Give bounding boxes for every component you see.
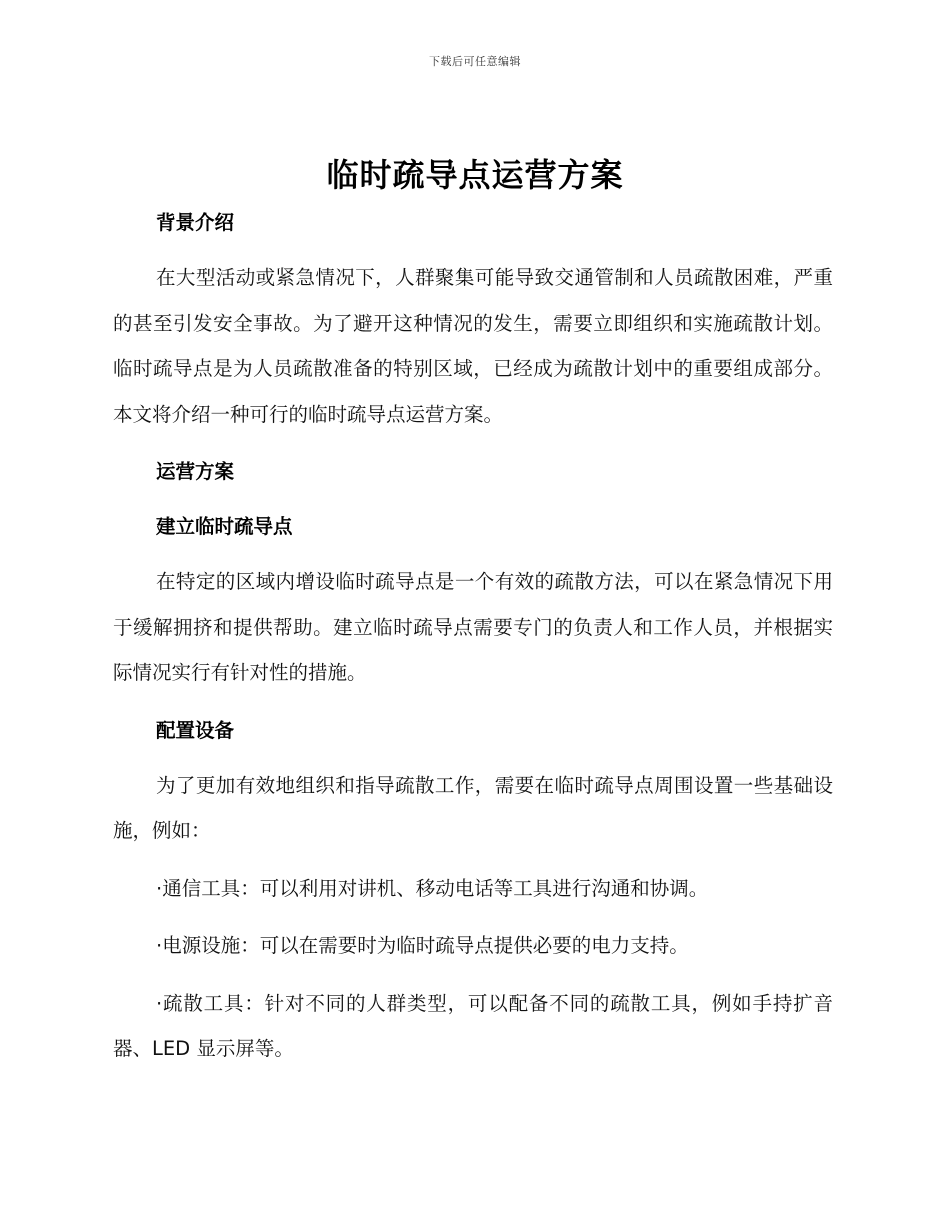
- background-paragraph: 在大型活动或紧急情况下，人群聚集可能导致交通管制和人员疏散困难，严重的甚至引发安全事故。为了避开这种情况的发生，需要立即组织和实施疏散计划。临时疏导点是为人员疏散准备的特别区域，已经成为疏散计划中的重要组成部分。本文将介绍一种可行的临时疏导点运营方案。: [113, 266, 833, 426]
- section-heading-operation: 运营方案: [156, 460, 235, 483]
- section-heading-establish: 建立临时疏导点: [156, 515, 293, 538]
- page-header-note: 下载后可任意编辑: [429, 55, 521, 68]
- section-heading-background: 背景介绍: [156, 211, 235, 234]
- bullet-text: 通信工具：可以利用对讲机、移动电话等工具进行沟通和协调。: [162, 876, 709, 900]
- bullet-text: 疏散工具：针对不同的人群类型，可以配备不同的疏散工具，例如手持扩音器、LED 显示屏等。: [113, 991, 833, 1060]
- bullet-marker: ·: [156, 991, 163, 1015]
- equipment-bullet-item: [113, 866, 833, 912]
- document-title: 临时疏导点运营方案: [326, 156, 624, 194]
- equipment-bullet-item: [113, 981, 833, 1072]
- equipment-paragraph: 为了更加有效地组织和指导疏散工作，需要在临时疏导点周围设置一些基础设施，例如：: [113, 773, 833, 842]
- equipment-bullet-item: [113, 923, 833, 969]
- section-heading-equipment: 配置设备: [156, 718, 235, 742]
- establish-paragraph: 在特定的区域内增设临时疏导点是一个有效的疏散方法，可以在紧急情况下用于缓解拥挤和提供帮助。建立临时疏导点需要专门的负责人和工作人员，并根据实际情况实行有针对性的措施。: [113, 570, 833, 684]
- bullet-marker: ·: [156, 934, 163, 957]
- bullet-text: 电源设施：可以在需要时为临时疏导点提供必要的电力支持。: [162, 934, 689, 957]
- bullet-marker: ·: [156, 876, 163, 900]
- document-body: [113, 200, 833, 1084]
